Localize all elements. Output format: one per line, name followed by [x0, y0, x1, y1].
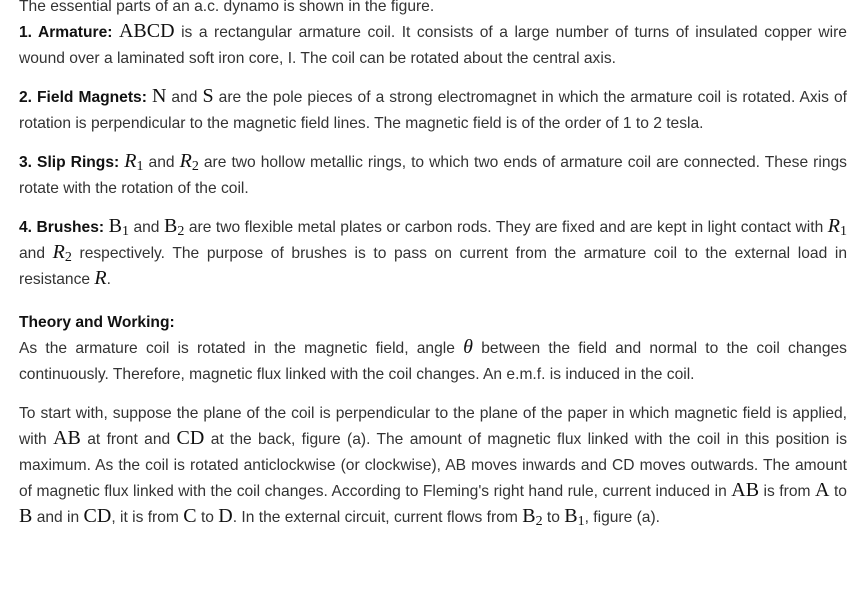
- theory-paragraph: [19, 310, 847, 388]
- and-text: and: [148, 154, 175, 171]
- cd-symbol: CD: [83, 505, 112, 527]
- slip-rings-heading: 3. Slip Rings:: [19, 154, 120, 171]
- to-text: to: [200, 509, 214, 526]
- b1-symbol: B1: [564, 505, 585, 529]
- r2-symbol: R2: [52, 241, 72, 265]
- working-text-1: To start with, suppose the plane of the coil is perpendicular to the plane of the paper in which magnetic field is applied, with: [19, 405, 847, 448]
- brushes-heading: 4. Brushes:: [19, 219, 105, 236]
- brushes-text-2: respectively. The purpose of brushes is to pass on current from the armature coil to the external load in resistance: [19, 245, 847, 288]
- theory-text: As the armature coil is rotated in the magnetic field, angle: [19, 340, 455, 357]
- armature-heading: 1. Armature:: [19, 24, 113, 41]
- b1-symbol: B1: [108, 215, 129, 239]
- north-pole-symbol: N: [151, 85, 167, 107]
- b2-symbol: B2: [163, 215, 185, 239]
- b2-symbol: B2: [522, 505, 543, 529]
- and-text: and: [133, 219, 160, 236]
- armature-text: is a rectangular armature coil. It consists of a large number of turns of insulated copper wire wound over a laminated soft iron core, I. The coil can be rotated about the central axis.: [19, 24, 847, 67]
- theory-text-2: between the field and normal to the coil changes continuously. Therefore, magnetic flux linked with the coil changes. An e.m.f. is induced in the coil.: [19, 340, 847, 383]
- working-paragraph: [19, 401, 847, 531]
- south-pole-symbol: S: [202, 85, 214, 107]
- armature-paragraph: [19, 20, 847, 72]
- to-text: to: [833, 483, 847, 500]
- period: .: [106, 271, 111, 288]
- c-symbol: C: [183, 505, 197, 527]
- and-text: and: [19, 245, 46, 262]
- slip-rings-text: are two hollow metallic rings, to which two ends of armature coil are connected. These rings rotate with the rotation of the coil.: [19, 154, 847, 197]
- to-text: to: [546, 509, 560, 526]
- r1-symbol: R1: [124, 150, 144, 174]
- ab-symbol: AB: [731, 479, 760, 501]
- theory-heading: Theory and Working:: [19, 314, 175, 331]
- brushes-paragraph: [19, 215, 847, 293]
- ab-symbol: AB: [53, 427, 81, 449]
- b-symbol: B: [19, 505, 33, 527]
- brushes-text: are two flexible metal plates or carbon rods. They are fixed and are kept in light contact with: [188, 219, 824, 236]
- working-text-4: is from: [763, 483, 811, 500]
- r2-symbol: R2: [179, 150, 199, 174]
- intro-text: The essential parts of an a.c. dynamo is shown in the figure.: [19, 0, 435, 15]
- slip-rings-paragraph: [19, 150, 847, 202]
- a-symbol: A: [815, 479, 830, 501]
- field-magnets-text: are the pole pieces of a strong electromagnet in which the armature coil is rotated. Axis of rotation is perpendicular to the magnetic field lines. The magnetic field is of the order of 1 to 2 tesla.: [19, 89, 847, 132]
- working-text-6: , it is from: [111, 509, 179, 526]
- field-magnets-paragraph: [19, 85, 847, 137]
- article-content: [19, 0, 847, 531]
- d-symbol: D: [218, 505, 233, 527]
- field-magnets-heading: 2. Field Magnets:: [19, 89, 147, 106]
- working-text-7: . In the external circuit, current flows from: [232, 509, 518, 526]
- working-text-2: at front and: [87, 431, 171, 448]
- theta-symbol: θ: [463, 336, 473, 358]
- and-text: and: [171, 89, 198, 106]
- working-text-8: , figure (a).: [584, 509, 661, 526]
- working-text-3: at the back, figure (a). The amount of magnetic flux linked with the coil in this position is maximum. As the coil is rotated anticlockwise (or clockwise), AB moves inwards and CD moves outwards. The amount of magnetic flux linked with the coil changes. According to Fleming's right hand rule, current induced in: [19, 431, 847, 500]
- r1-symbol: R1: [827, 215, 847, 239]
- working-text-5: and in: [36, 509, 80, 526]
- load-resistance-symbol: R: [94, 267, 107, 289]
- cd-symbol: CD: [176, 427, 205, 449]
- coil-symbol: ABCD: [118, 20, 175, 42]
